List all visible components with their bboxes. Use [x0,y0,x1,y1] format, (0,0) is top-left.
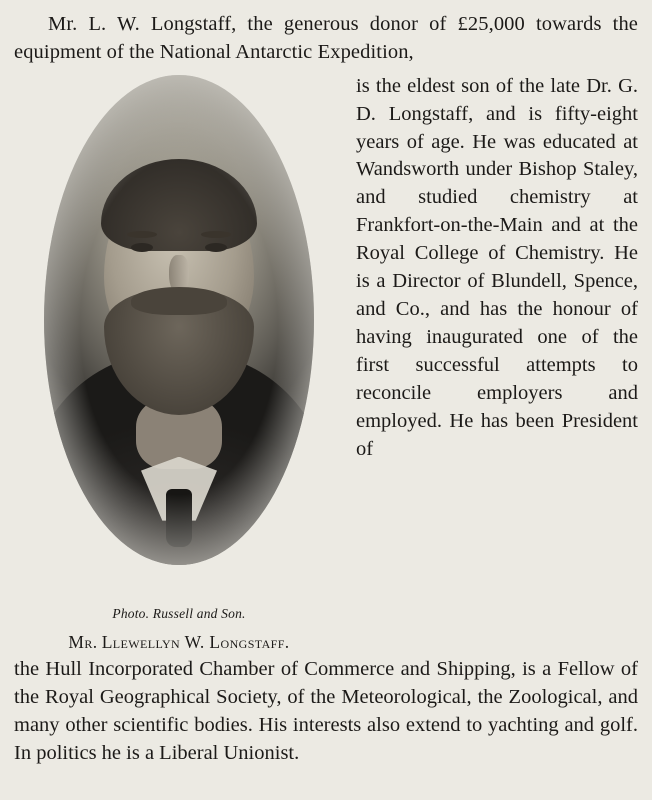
content-columns [14,69,638,653]
intro-text: Mr. L. W. Longstaff, the generous donor of £25,000 towards the equipment of the National Antarctic Expedition, [14,13,638,64]
photo-credit: Photo. Russell and Son. [112,605,246,621]
caption-name: Llewellyn W. Longstaff. [101,631,290,652]
outro-paragraph [14,655,638,768]
side-column [356,69,638,465]
portrait-image [44,75,314,565]
portrait-eye-right [205,243,227,252]
figure-caption [14,632,344,653]
caption-prefix: Mr. [68,631,98,652]
portrait-moustache [131,287,227,315]
portrait-tie [166,489,192,547]
portrait-frame [24,75,334,600]
side-column-text: is the eldest son of the late Dr. G. D. Longstaff, and is fifty-eight years of age. He was educated at Wandsworth under Bishop Staley, and studied chemistry at Frankfort-on-the-Main and at the Royal College of Chemistry. He is a Director of Blundell, Spence, and Co., and has the honour of having inaugurated one of the first successful attempts to reconcile employers and employed. He has been President of [356,74,638,461]
portrait-brow-right [201,231,231,238]
intro-paragraph [14,10,638,67]
outro-text: the Hull Incorporated Chamber of Commerce and Shipping, is a Fellow of the Royal Geographical Society, of the Meteorological, the Zoological, and many other scientific bodies. His interests also extend to yachting and golf. In politics he is a Liberal Unionist. [14,657,638,765]
portrait-brow-left [127,231,157,238]
portrait-eye-left [131,243,153,252]
portrait-figure [14,69,344,653]
